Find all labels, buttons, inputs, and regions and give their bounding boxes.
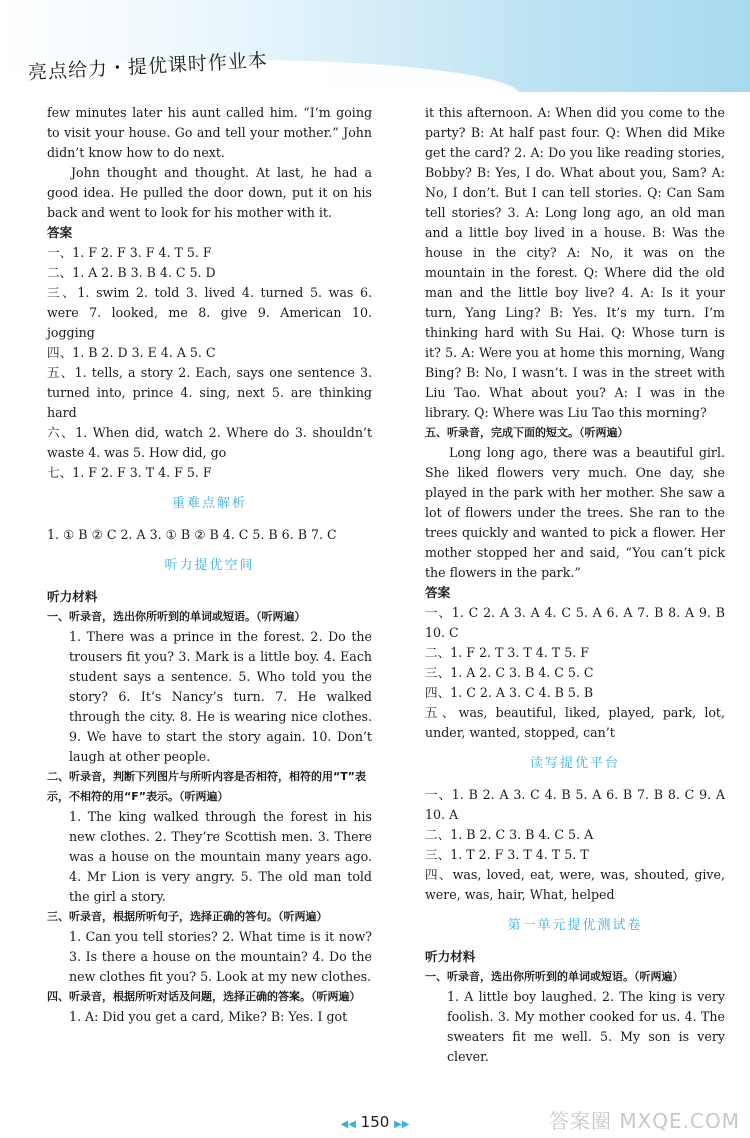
answer-line-6: 六、1. When did, watch 2. Where do 3. shouldn’t waste 4. was 5. How did, go [47, 425, 372, 460]
listening-material-label: 听力材料 [47, 589, 98, 604]
listening-answer-line-5: 五、was, beautiful, liked, played, park, lot, under, wanted, stopped, can’t [425, 705, 725, 740]
listening-answer-line-2: 二、1. F 2. T 3. T 4. T 5. F [425, 645, 589, 660]
story-paragraph-1: few minutes later his aunt called him. “I’m going to visit your house. Go and tell your mother.” John didn’t know how to do next. [47, 105, 372, 160]
rw-answer-line-2: 二、1. B 2. C 3. B 4. C 5. A [425, 827, 594, 842]
answers-label: 答案 [47, 225, 73, 240]
listening-part-2-heading: 二、听录音，判断下列图片与所听内容是否相符，相符的用“T”表示，不相符的用“F”表示。（听两遍） [47, 770, 366, 803]
listening-part-4-heading: 四、听录音，根据所听对话及问题，选择正确的答案。（听两遍） [47, 990, 361, 1003]
rw-answer-line-1: 一、1. B 2. A 3. C 4. B 5. A 6. B 7. B 8. C 9. A 10. A [425, 787, 725, 822]
section-banner-reading-writing: 读写提优平台 [529, 756, 620, 771]
listening-part-1-text: 1. There was a prince in the forest. 2. Do the trousers fit you? 3. Mark is a little boy. 4. Each student says a sentence. 5. Who told you the story? 6. It’s Nancy’s turn. 7. He walked through the city. 8. He is wearing nice clothes. 9. We have to start the story again. 10. Don’t laugh at other people. [69, 629, 372, 764]
key-points-answers: 1. ① B ② C 2. A 3. ① B ② B 4. C 5. B 6. B 7. C [47, 527, 337, 542]
listening-answer-line-4: 四、1. C 2. A 3. C 4. B 5. B [425, 685, 594, 700]
left-column [47, 103, 372, 1027]
book-title: 亮点给力・提优课时作业本 [27, 49, 269, 84]
listening-part-1-heading: 一、听录音，选出你所听到的单词或短语。（听两遍） [47, 610, 306, 623]
section-banner-key-points: 重难点解析 [171, 496, 247, 511]
right-arrows-icon: ▶▶ [394, 1119, 410, 1130]
rw-answer-line-3: 三、1. T 2. F 3. T 4. T 5. T [425, 847, 589, 862]
answer-line-7: 七、1. F 2. F 3. T 4. F 5. F [47, 465, 212, 480]
watermark: 答案圈 MXQE.COM [548, 1109, 740, 1133]
story-paragraph-2: John thought and thought. At last, he had a good idea. He pulled the door down, put it on his back and went to look for his mother with it. [47, 165, 372, 220]
listening-answer-line-1: 一、1. C 2. A 3. A 4. C 5. A 6. A 7. B 8. A 9. B 10. C [425, 605, 725, 640]
answer-line-3: 三、1. swim 2. told 3. lived 4. turned 5. was 6. were 7. looked, me 8. give 9. American 10. jogging [47, 285, 372, 340]
listening-material-label-right: 听力材料 [425, 949, 476, 964]
page-number: ◀◀ 150 ▶▶ [340, 1113, 410, 1131]
dialog-continuation: it this afternoon. A: When did you come to the party? B: At half past four. Q: When did Mike get the card? 2. A: Do you like reading stories, Bobby? B: Yes, I do. What about you, Sam? A: No, I don’t. But I can tell stories. Q: Can Sam tell stories? 3. A: Long long ago, an old man and a little boy lived in a house. B: Was the house in the city? A: No, it was on the mountain in the forest. Q: Where did the old man and the little boy live? 4. A: Is it your turn, Yang Ling? B: Yes. It’s my turn. I’m thinking hard with Su Hai. Q: Whose turn is it? 5. A: Were you at home this morning, Wang Bing? B: No, I wasn’t. I was in the street with Liu Tao. What about you? A: I was in the library. Q: Where was Liu Tao this morning? [425, 105, 725, 420]
rw-answer-line-4: 四、was, loved, eat, were, was, shouted, give, were, was, hair, What, helped [425, 867, 725, 902]
unit-test-part-1-heading: 一、听录音，选出你所听到的单词或短语。（听两遍） [425, 970, 684, 983]
right-column [425, 103, 725, 1067]
answer-line-1: 一、1. F 2. F 3. F 4. T 5. F [47, 245, 212, 260]
listening-part-5-heading: 五、听录音，完成下面的短文。（听两遍） [425, 426, 629, 439]
listening-answer-line-3: 三、1. A 2. C 3. B 4. C 5. C [425, 665, 594, 680]
listening-part-3-text: 1. Can you tell stories? 2. What time is it now? 3. Is there a house on the mountain? 4. Do the new clothes fit you? 5. Look at my new clothes. [69, 929, 372, 984]
listening-part-5-text: Long long ago, there was a beautiful girl. She liked flowers very much. One day, she played in the park with her mother. She saw a lot of flowers under the trees. She ran to the trees quickly and wanted to pick a flower. Her mother stopped her and said, “You can’t pick the flowers in the park.” [425, 445, 725, 580]
answer-line-4: 四、1. B 2. D 3. E 4. A 5. C [47, 345, 216, 360]
listening-part-3-heading: 三、听录音，根据所听句子，选择正确的答句。（听两遍） [47, 910, 328, 923]
unit-test-part-1-text: 1. A little boy laughed. 2. The king is very foolish. 3. My mother cooked for us. 4. The sweaters fit me well. 5. My son is very clever. [447, 989, 725, 1064]
listening-part-4-text: 1. A: Did you get a card, Mike? B: Yes. I got [69, 1009, 348, 1024]
section-banner-unit-test: 第一单元提优测试卷 [507, 918, 643, 933]
answer-line-2: 二、1. A 2. B 3. B 4. C 5. D [47, 265, 216, 280]
answer-line-5: 五、1. tells, a story 2. Each, says one sentence 3. turned into, prince 4. sing, next 5. are thinking hard [47, 365, 372, 420]
left-arrows-icon: ◀◀ [340, 1119, 356, 1130]
listening-part-2-text: 1. The king walked through the forest in his new clothes. 2. They’re Scottish men. 3. There was a house on the mountain many years ago. 4. Mr Lion is very angry. 5. The old man told the girl a story. [69, 809, 372, 904]
section-banner-listening: 听力提优空间 [164, 558, 255, 573]
answers-label-right: 答案 [425, 585, 451, 600]
